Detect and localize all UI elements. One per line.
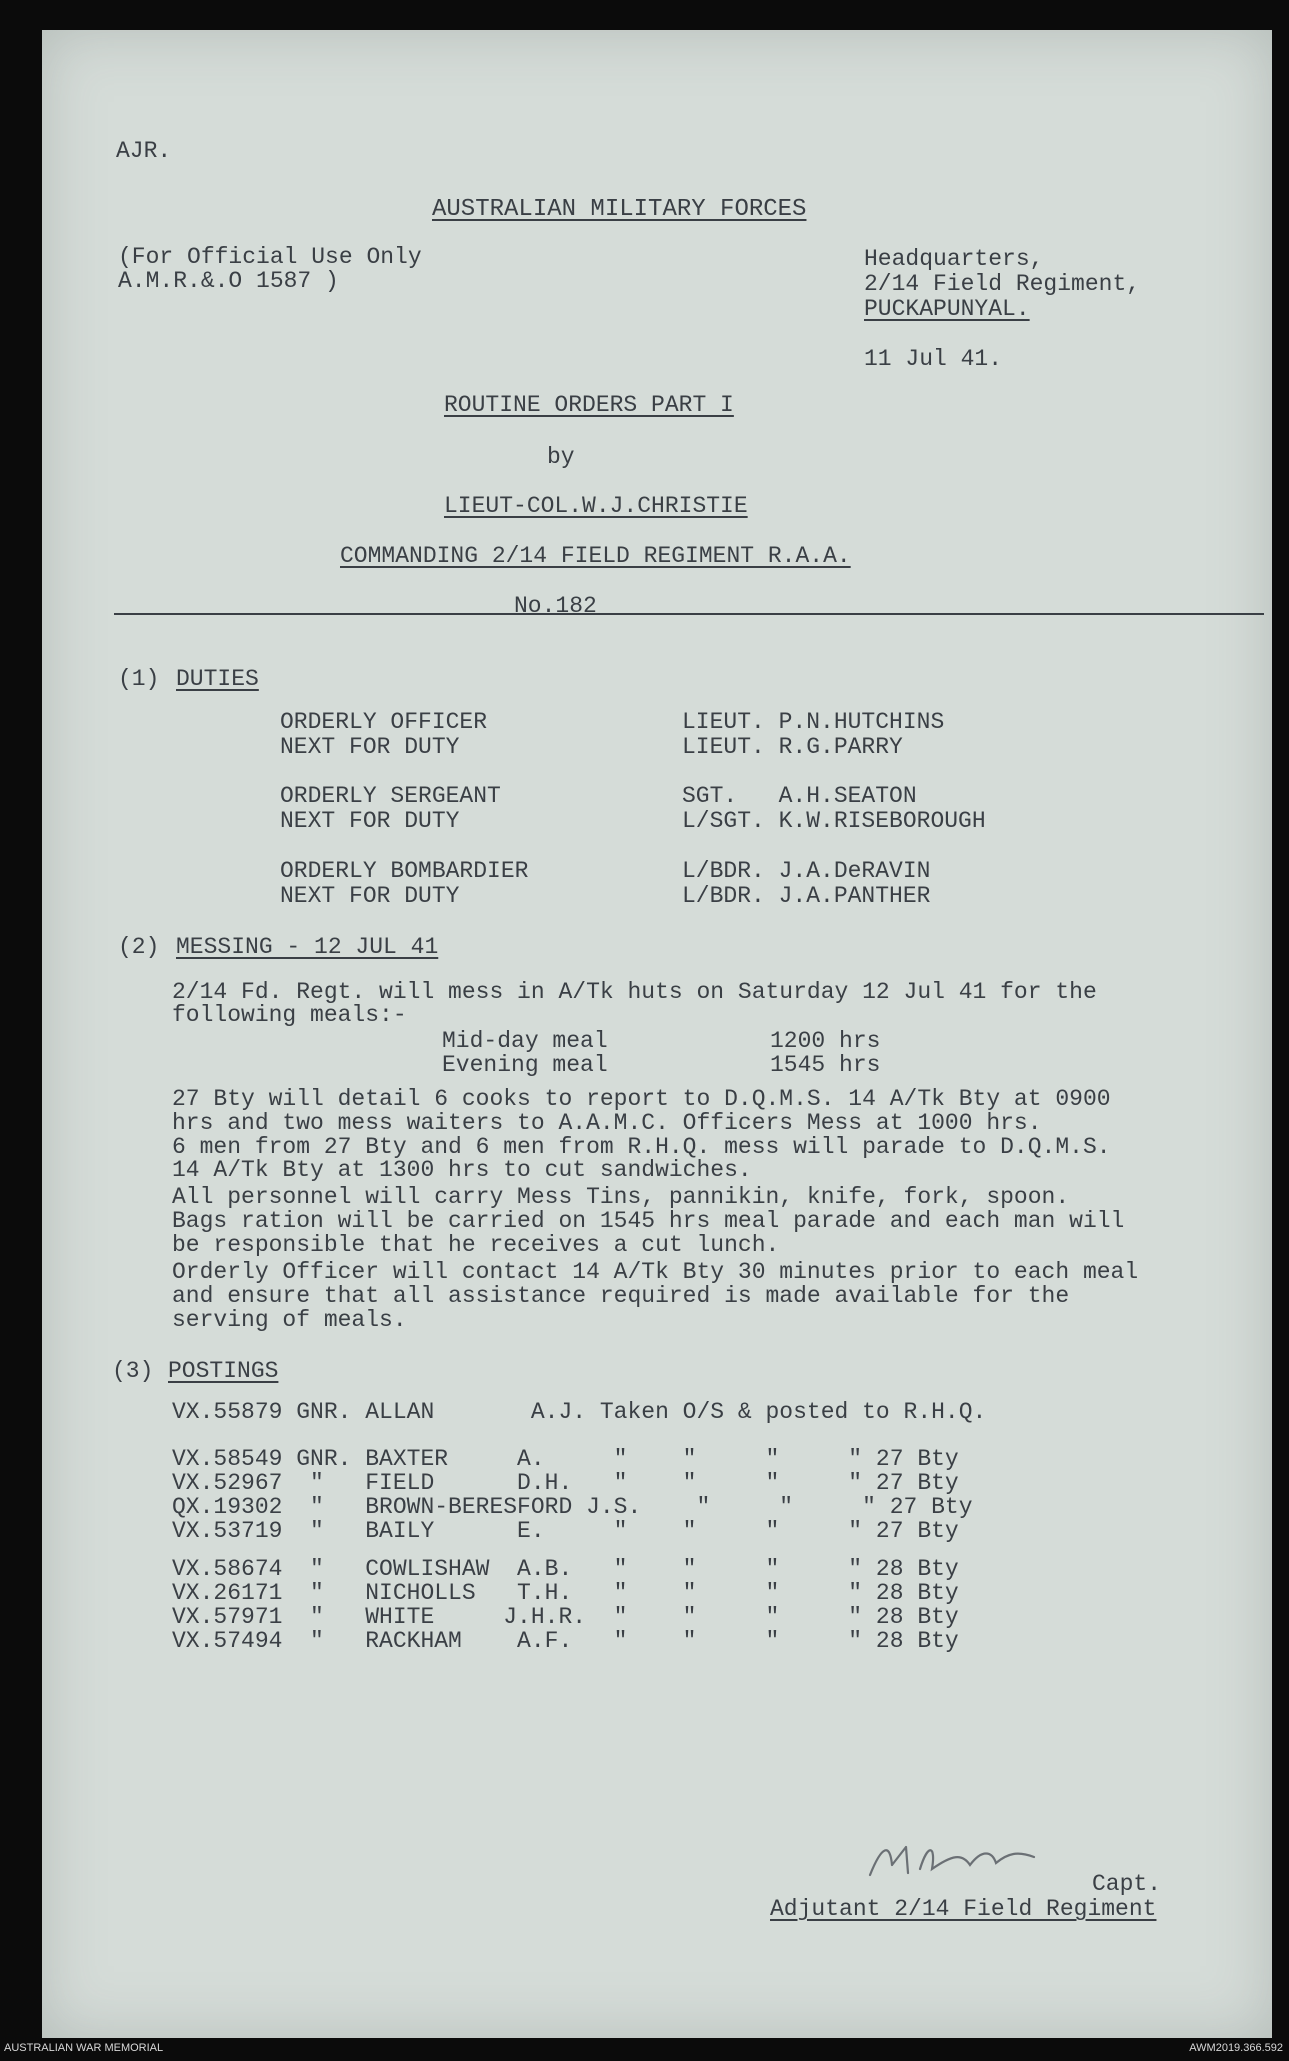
duty-role: NEXT FOR DUTY <box>280 734 460 760</box>
header-divider <box>114 613 1264 615</box>
footer-catalogue-number: AWM2019.366.592 <box>1189 2042 1283 2054</box>
messing-text-line: and ensure that all assistance required is made available for the <box>172 1283 1070 1309</box>
messing-text-line: All personnel will carry Mess Tins, pannikin, knife, fork, spoon. <box>172 1184 1070 1210</box>
posting-row: VX.57971 " WHITE J.H.R. " " " " 28 Bty <box>172 1604 959 1630</box>
postings-heading: POSTINGS <box>168 1358 279 1384</box>
messing-text-line: following meals:- <box>172 1002 407 1028</box>
address-line-3: PUCKAPUNYAL. <box>864 296 1030 322</box>
duty-name: LIEUT. R.G.PARRY <box>682 734 903 760</box>
duty-role: NEXT FOR DUTY <box>280 883 460 909</box>
duties-heading: DUTIES <box>176 666 259 692</box>
messing-text-line: 27 Bty will detail 6 cooks to report to D.Q.M.S. 14 A/Tk Bty at 0900 <box>172 1086 1111 1112</box>
messing-text-line: 2/14 Fd. Regt. will mess in A/Tk huts on Saturday 12 Jul 41 for the <box>172 979 1097 1005</box>
messing-text-line: 14 A/Tk Bty at 1300 hrs to cut sandwiches. <box>172 1157 752 1183</box>
orders-title: ROUTINE ORDERS PART I <box>444 392 734 418</box>
signatory-title: Adjutant 2/14 Field Regiment <box>770 1896 1157 1922</box>
duty-name: LIEUT. P.N.HUTCHINS <box>682 709 945 735</box>
meal-time: 1545 hrs <box>770 1052 881 1078</box>
address-line-2: 2/14 Field Regiment, <box>864 271 1141 297</box>
duty-name: L/BDR. J.A.DeRAVIN <box>682 858 931 884</box>
messing-text-line: Bags ration will be carried on 1545 hrs meal parade and each man will <box>172 1208 1125 1234</box>
messing-text-line: serving of meals. <box>172 1307 407 1333</box>
posting-row: VX.58674 " COWLISHAW A.B. " " " " 28 Bty <box>172 1556 959 1582</box>
duty-name: SGT. A.H.SEATON <box>682 783 917 809</box>
messing-text-line: 6 men from 27 Bty and 6 men from R.H.Q. mess will parade to D.Q.M.S. <box>172 1134 1111 1160</box>
meal-name: Mid-day meal <box>442 1028 608 1054</box>
duty-name: L/BDR. J.A.PANTHER <box>682 883 931 909</box>
messing-text-line: hrs and two mess waiters to A.A.M.C. Officers Mess at 1000 hrs. <box>172 1110 1042 1136</box>
messing-text-line: Orderly Officer will contact 14 A/Tk Bty 30 minutes prior to each meal <box>172 1259 1139 1285</box>
duty-role: ORDERLY OFFICER <box>280 709 488 735</box>
order-number: No.182 <box>514 593 597 619</box>
by-line: by <box>547 444 575 470</box>
posting-row: VX.26171 " NICHOLLS T.H. " " " " 28 Bty <box>172 1580 959 1606</box>
signatory-rank: Capt. <box>1092 1871 1162 1897</box>
duty-role: ORDERLY BOMBARDIER <box>280 858 529 884</box>
duty-name: L/SGT. K.W.RISEBOROUGH <box>682 808 986 834</box>
posting-row: VX.58549 GNR. BAXTER A. " " " " 27 Bty <box>172 1446 959 1472</box>
messing-number: (2) <box>118 934 160 960</box>
document-title: AUSTRALIAN MILITARY FORCES <box>432 196 807 223</box>
initials: AJR. <box>116 138 172 164</box>
document-date: 11 Jul 41. <box>864 346 1003 372</box>
document-page <box>42 30 1272 2038</box>
posting-row: VX.52967 " FIELD D.H. " " " " 27 Bty <box>172 1470 959 1496</box>
official-use-line-2: A.M.R.&.O 1587 ) <box>118 268 339 294</box>
messing-text-line: be responsible that he receives a cut lunch. <box>172 1232 780 1258</box>
duty-role: NEXT FOR DUTY <box>280 808 460 834</box>
messing-heading: MESSING - 12 JUL 41 <box>176 934 439 960</box>
official-use-line-1: (For Official Use Only <box>118 244 422 270</box>
meal-name: Evening meal <box>442 1052 608 1078</box>
duties-number: (1) <box>118 666 160 692</box>
posting-row: VX.57494 " RACKHAM A.F. " " " " 28 Bty <box>172 1628 959 1654</box>
posting-row: VX.53719 " BAILY E. " " " " 27 Bty <box>172 1518 959 1544</box>
handwritten-signature <box>862 1835 1052 1885</box>
commander-name: LIEUT-COL.W.J.CHRISTIE <box>444 493 748 519</box>
duty-role: ORDERLY SERGEANT <box>280 783 501 809</box>
meal-time: 1200 hrs <box>770 1028 881 1054</box>
footer-institution: AUSTRALIAN WAR MEMORIAL <box>4 2042 164 2054</box>
posting-row: QX.19302 " BROWN-BERESFORD J.S. " " " 27 Bty <box>172 1494 973 1520</box>
address-line-1: Headquarters, <box>864 246 1044 272</box>
posting-row: VX.55879 GNR. ALLAN A.J. Taken O/S & posted to R.H.Q. <box>172 1399 987 1425</box>
command-line: COMMANDING 2/14 FIELD REGIMENT R.A.A. <box>340 543 851 569</box>
postings-number: (3) <box>112 1358 154 1384</box>
